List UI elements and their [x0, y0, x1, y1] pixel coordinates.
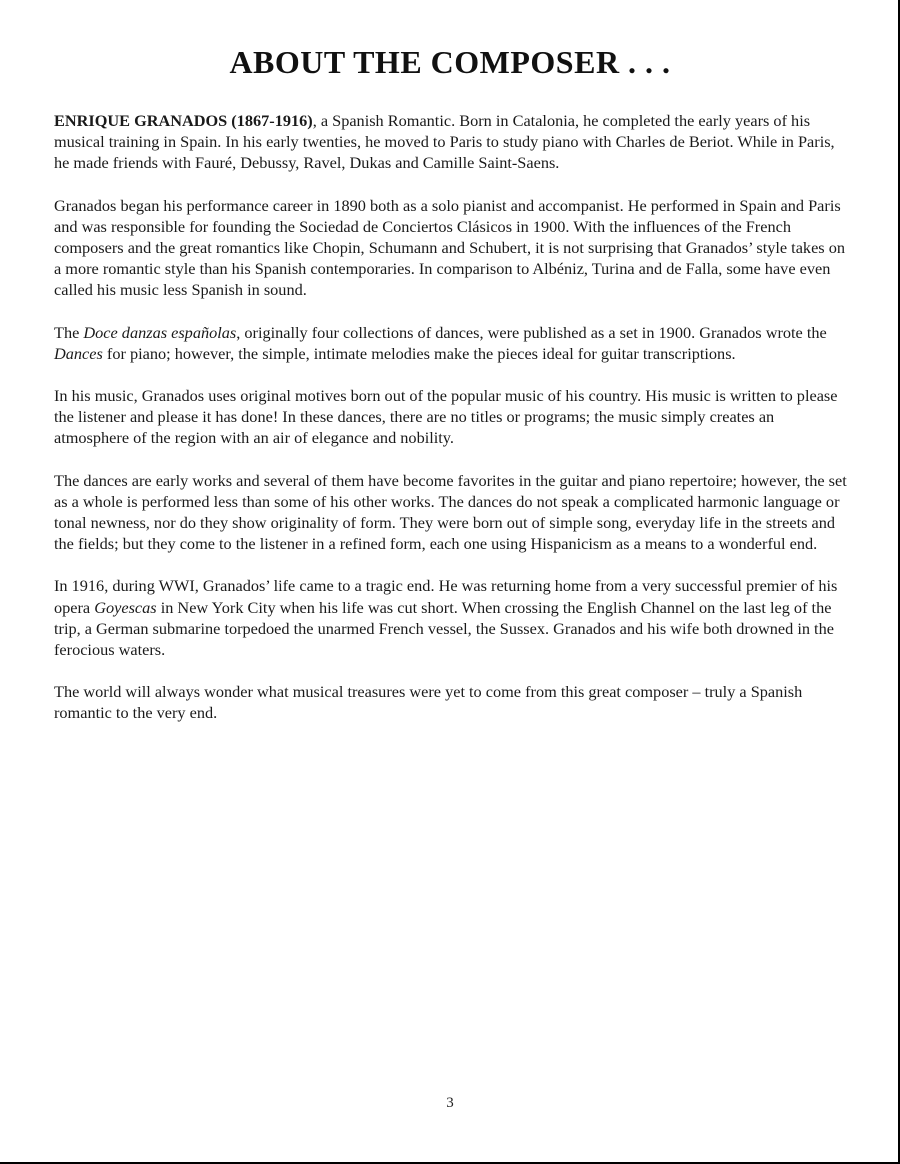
dances-title: Dances — [54, 343, 103, 363]
paragraph-closing: The world will always wonder what musical treasures were yet to come from this great composer – truly a Spanish romantic to the very end. — [54, 682, 803, 723]
opera-title: Goyescas — [94, 597, 157, 617]
paragraph-intro-text: , a Spanish Romantic. Born in Catalonia, he completed the early years of his musical training in Spain. In his early twenties, he moved to Paris to study piano with Charles de Beriot. While in Paris, he made friends with Fauré, Debussy, Ravel, Dukas and Camille Saint-Saens. — [54, 111, 835, 173]
paragraph-music-style: In his music, Granados uses original motives born out of the popular music of his country. His music is written to please the listener and please it has done! In these dances, there are no titles or programs; the music simply creates an atmosphere of the region with an air of elegance and nobility. — [54, 386, 838, 448]
paragraph-intro — [54, 110, 850, 174]
paragraph-dances-lead: The — [54, 322, 84, 342]
work-title: Doce danzas españolas — [83, 322, 237, 342]
paragraph-dances-tail: for piano; however, the simple, intimate melodies make the pieces ideal for guitar transcriptions. — [102, 343, 736, 363]
composer-name: ENRIQUE GRANADOS (1867-1916) — [54, 111, 313, 130]
paragraph-death-tail: in New York City when his life was cut short. When crossing the English Channel on the last leg of the trip, a German submarine torpedoed the unarmed French vessel, the Sussex. Granados and his wife both drowned in the ferocious waters. — [54, 597, 834, 660]
page-number: 3 — [446, 1095, 454, 1111]
paragraph-repertoire: The dances are early works and several of them have become favorites in the guitar and piano repertoire; however, the set as a whole is performed less than some of his other works. The dances do not speak a complicated harmonic language or tonal newness, nor do they show originality of form. They were born out of simple song, everyday life in the streets and the fields; but they come to the listener in a refined form, each one using Hispanicism as a means to a wonderful end. — [54, 470, 847, 554]
paragraph-death-lead: In 1916, during WWI, Granados’ life came to a tragic end. He was returning home from a very successful premier of his opera — [54, 576, 838, 617]
paragraph-dances-mid: , originally four collections of dances, were published as a set in 1900. Granados wrote the — [236, 322, 827, 342]
paragraph-career: Granados began his performance career in 1890 both as a solo pianist and accompanist. He performed in Spain and Paris and was responsible for founding the Sociedad de Conciertos Clásicos in 1900. With the influences of the French composers and the great romantics like Chopin, Schumann and Schubert, it is not surprising that Granados’ style takes on a more romantic style than his Spanish contemporaries. In comparison to Albéniz, Turina and de Falla, some have even called his music less Spanish in sound. — [54, 195, 845, 300]
page-title: ABOUT THE COMPOSER . . . — [229, 44, 671, 80]
paragraph-death — [54, 575, 850, 660]
paragraph-dances — [54, 322, 850, 364]
article-body — [54, 110, 850, 745]
